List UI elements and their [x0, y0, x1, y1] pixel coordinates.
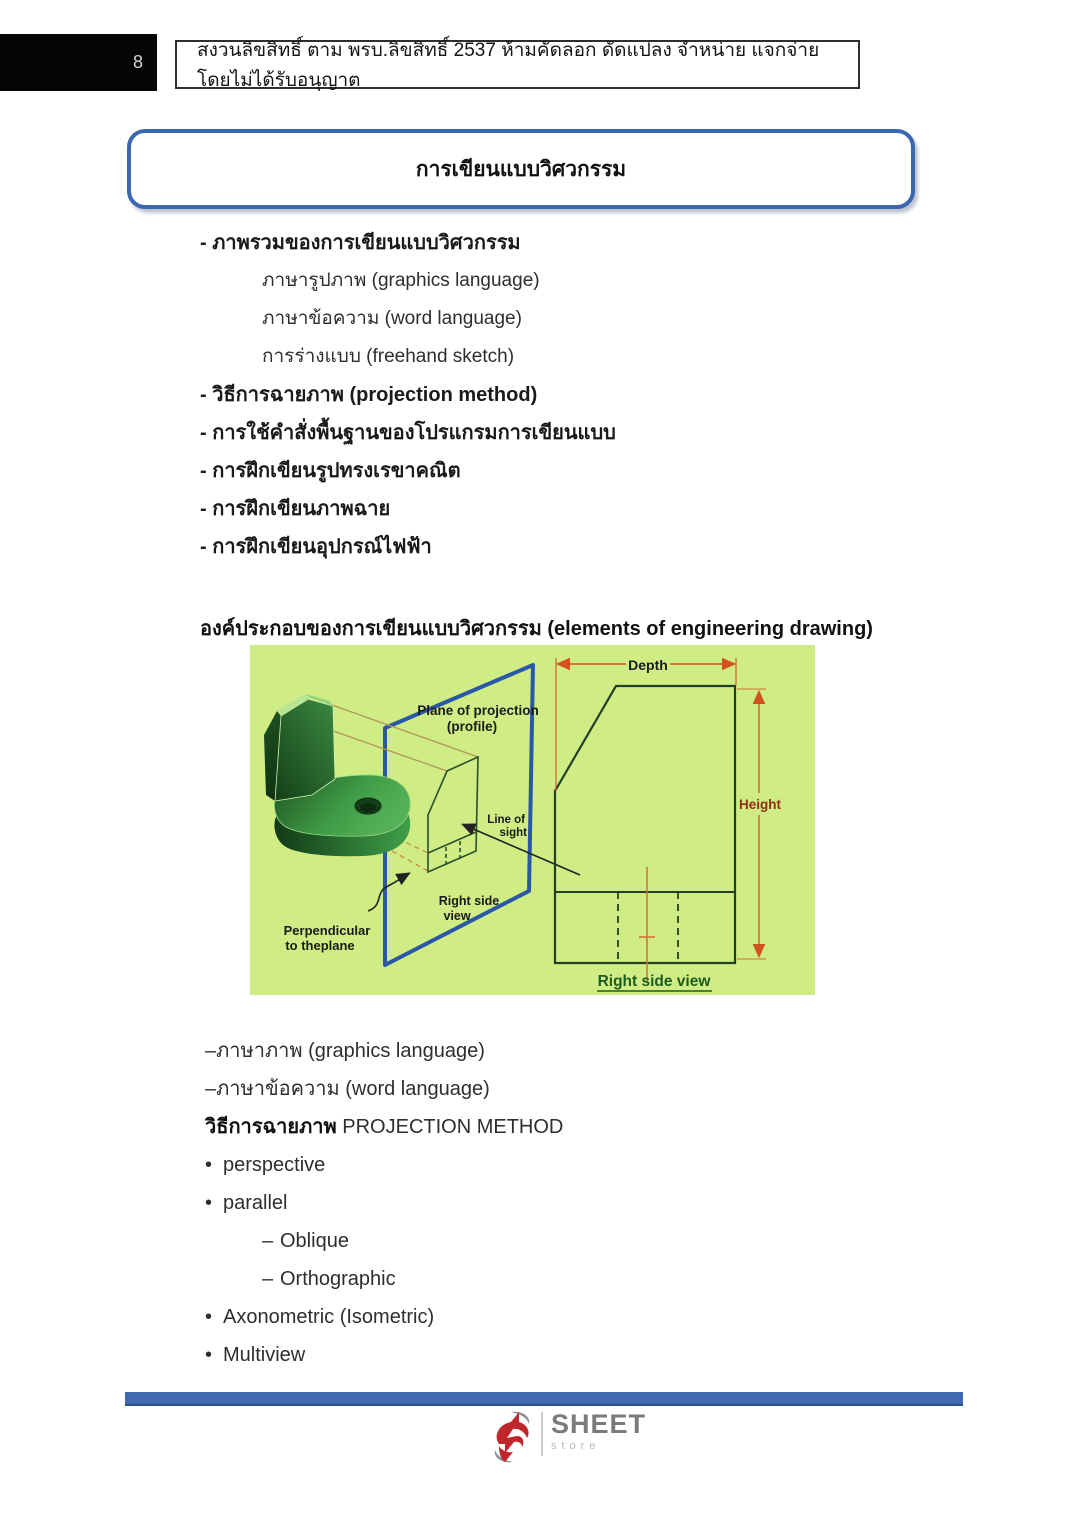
list-item: [205, 1260, 925, 1298]
list-item: [205, 1298, 925, 1336]
projection-diagram-svg: [250, 645, 815, 995]
projection-method-heading: [205, 1108, 925, 1146]
list-item: [205, 1222, 925, 1260]
list-item: [205, 1146, 925, 1184]
outline-item: - การฝึกเขียนรูปทรงเรขาคณิต: [200, 460, 461, 482]
line-of-sight-label2: sight: [499, 827, 527, 839]
outline-item: - การใช้คำสั่งพื้นฐานของโปรแกรมการเขียนแบบ: [200, 422, 616, 444]
bullet-glyph: •: [205, 1192, 213, 1214]
sheet-store-logo: [489, 1410, 689, 1466]
list-item-label: parallel: [223, 1192, 288, 1214]
list-item: [205, 1184, 925, 1222]
bullet-glyph: •: [205, 1306, 213, 1328]
depth-label: Depth: [628, 657, 668, 673]
sheet-store-logo-icon: [489, 1410, 535, 1464]
height-label: Height: [739, 797, 781, 812]
section-heading: องค์ประกอบของการเขียนแบบวิศวกรรม (elements of engineering drawing): [200, 618, 873, 640]
projection-heading-en: PROJECTION METHOD: [342, 1116, 564, 1138]
outline-item: - วิธีการฉายภาพ (projection method): [200, 384, 538, 406]
outline-item: - ภาพรวมของการเขียนแบบวิศวกรรม: [200, 232, 521, 254]
perpendicular-label2: to theplane: [285, 938, 355, 953]
engineering-drawing-figure: [250, 645, 815, 995]
right-side-small-label1: Right side: [438, 894, 500, 908]
list-item-label: perspective: [223, 1154, 326, 1176]
outline-item: - การฝึกเขียนอุปกรณ์ไฟฟ้า: [200, 536, 432, 558]
list-item: [205, 1336, 925, 1374]
line-of-sight-label1: Line of: [487, 814, 525, 826]
footer-divider-bar: [125, 1392, 963, 1406]
dash-glyph: –: [262, 1268, 274, 1290]
outline-list: [200, 224, 920, 566]
outline-subitem: ภาษาข้อความ (word language): [262, 308, 522, 329]
lower-text-block: [205, 1032, 925, 1374]
list-item-label: Axonometric (Isometric): [223, 1306, 435, 1328]
bullet-glyph: •: [205, 1344, 213, 1366]
object-hole-inner: [360, 804, 376, 813]
list-item-label: Multiview: [223, 1344, 306, 1366]
right-side-view-title: Right side view: [597, 973, 711, 990]
outline-item: - การฝึกเขียนภาพฉาย: [200, 498, 391, 520]
copyright-notice-box: [175, 40, 860, 89]
perpendicular-label1: Perpendicular: [283, 923, 371, 938]
body-line: –ภาษาข้อความ (word language): [205, 1078, 490, 1100]
body-line: –ภาษาภาพ (graphics language): [205, 1040, 485, 1062]
brand-name: SHEET: [551, 1409, 647, 1439]
list-item-label: Orthographic: [280, 1268, 396, 1290]
page-number-box: [0, 34, 157, 91]
object-wall-front-face: [275, 699, 335, 801]
plane-label-line1: Plane of projection: [417, 703, 539, 718]
plane-label-line2: (profile): [446, 719, 498, 734]
right-side-small-label2: view: [443, 909, 471, 923]
logo-divider: [541, 1412, 543, 1456]
page-title: การเขียนแบบวิศวกรรม: [415, 157, 627, 181]
page-number: 8: [132, 52, 143, 72]
outline-subitem: ภาษารูปภาพ (graphics language): [262, 270, 540, 291]
projection-heading-thai: วิธีการฉายภาพ: [205, 1116, 337, 1138]
brand-subtitle: store: [551, 1440, 601, 1452]
bullet-glyph: •: [205, 1154, 213, 1176]
dash-glyph: –: [262, 1230, 274, 1252]
list-item-label: Oblique: [280, 1230, 349, 1252]
title-box: [127, 129, 915, 209]
outline-subitem: การร่างแบบ (freehand sketch): [262, 346, 515, 367]
copyright-text: สงวนลิขสิทธิ์ ตาม พรบ.ลิขสิทธิ์ 2537 ห้ามคัดลอก ดัดแปลง จำหน่าย แจกจ่าย โดยไม่ได้รับอนุญาต: [197, 39, 820, 91]
